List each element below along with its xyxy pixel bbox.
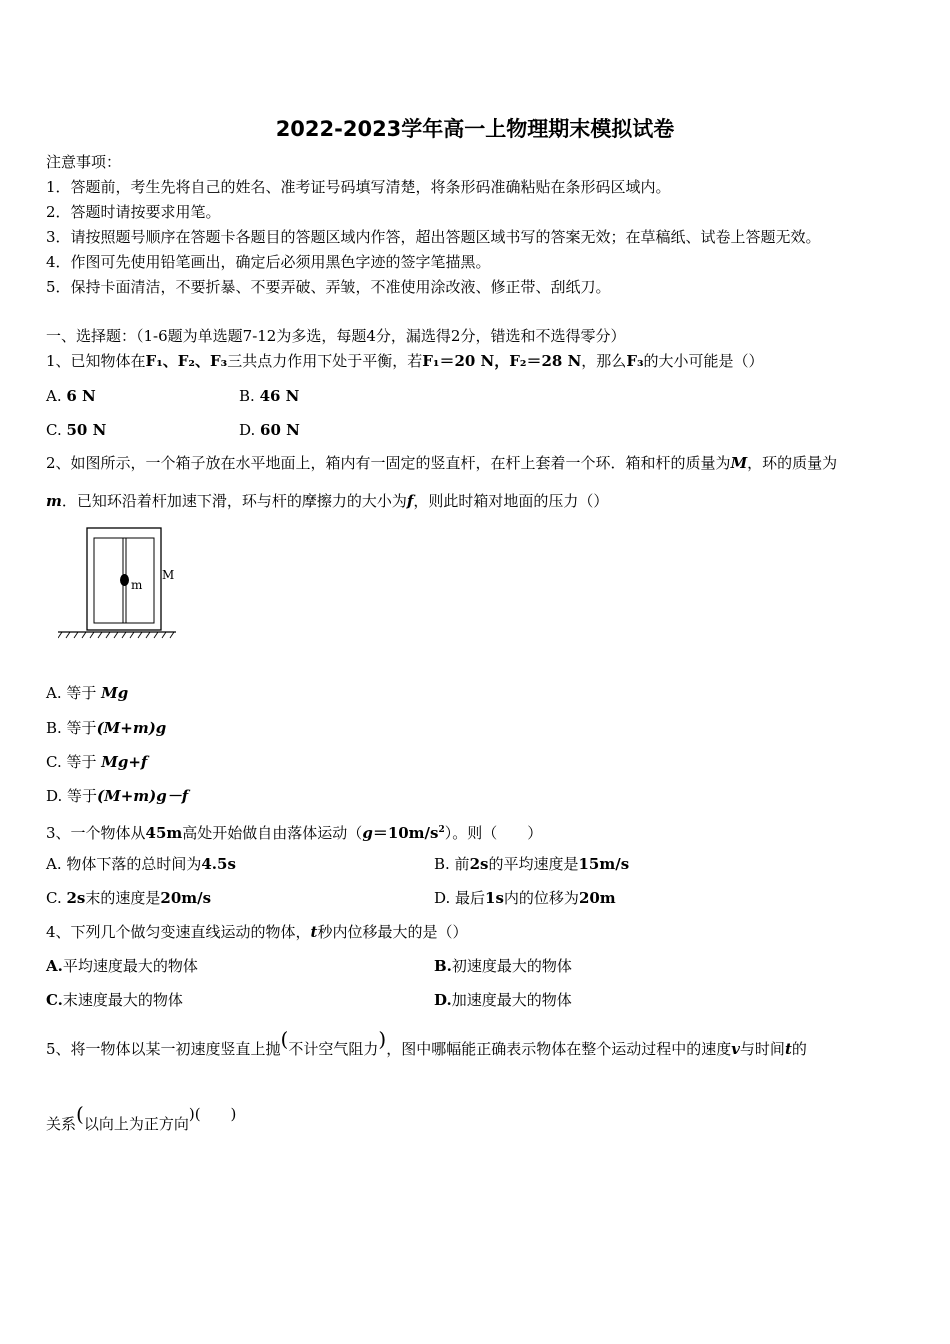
notice-item-3: 3．请按照题号顺序在答题卡各题目的答题区域内作答，超出答题区域书写的答案无效；在草稿纸、试卷上答题无效。 xyxy=(46,228,821,246)
q3-option-a: A. 物体下落的总时间为4.5s xyxy=(46,855,236,873)
question-1-stem: 1、已知物体在F₁、F₂、F₃三共点力作用下处于平衡，若F₁＝20 N，F₂＝28 N，那么F₃的大小可能是（） xyxy=(46,352,764,370)
question-3-stem: 3、一个物体从45m高处开始做自由落体运动$(g=10m/s^2)$。则（ ） xyxy=(46,824,543,842)
q3-option-d: D. 最后1s内的位移为20m xyxy=(434,889,616,907)
q4-option-a: A.平均速度最大的物体 xyxy=(46,957,198,975)
notice-item-5: 5．保持卡面清洁，不要折暴、不要弄破、弄皱，不准使用涂改液、修正带、刮纸刀。 xyxy=(46,278,611,296)
q1-option-a: A. 6 N xyxy=(46,387,96,405)
question-2-stem-line2: m．已知环沿着杆加速下滑，环与杆的摩擦力的大小为f，则此时箱对地面的压力（） xyxy=(46,492,609,510)
question-4-stem: 4、下列几个做匀变速直线运动的物体，t秒内位移最大的是（） xyxy=(46,923,468,941)
notice-item-2: 2．答题时请按要求用笔。 xyxy=(46,203,221,221)
q3-option-b: B. 前2s的平均速度是15m/s xyxy=(434,855,630,873)
q2-option-c: C. 等于 Mg+f xyxy=(46,753,148,771)
notice-item-1: 1．答题前，考生先将自己的姓名、准考证号码填写清楚，将条形码准确粘贴在条形码区域内。 xyxy=(46,178,671,196)
question-5-stem-line2: 关系(以向上为正方向)( ) xyxy=(46,1102,237,1133)
figure-label-m: m xyxy=(131,578,143,592)
question-5-stem-line1: 5、将一物体以某一初速度竖直上抛(不计空气阻力)，图中哪幅能正确表示物体在整个运动过程中的速度v与时间t的 xyxy=(46,1027,807,1058)
notice-heading: 注意事项： xyxy=(46,153,122,171)
q4-option-c: C.末速度最大的物体 xyxy=(46,991,183,1009)
q3-option-c: C. 2s末的速度是20m/s xyxy=(46,889,212,907)
q1-option-b: B. 46 N xyxy=(239,387,300,405)
q1-option-d: D. 60 N xyxy=(239,421,300,439)
figure-label-M: M xyxy=(162,568,175,582)
q4-option-b: B.初速度最大的物体 xyxy=(434,957,572,975)
q2-option-a: A. 等于 Mg xyxy=(46,684,129,702)
q1-option-c: C. 50 N xyxy=(46,421,107,439)
q2-option-d: D. 等于(M+m)g－f xyxy=(46,787,189,805)
box-rod-ring-figure xyxy=(58,526,180,644)
page-title: 2022-2023学年高一上物理期末模拟试卷 xyxy=(275,117,675,141)
q2-option-b: B. 等于(M+m)g xyxy=(46,719,167,737)
section-heading: 一、选择题：（1-6题为单选题7-12为多选，每题4分，漏选得2分，错选和不选得零分） xyxy=(46,327,626,345)
question-2-stem-line1: 2、如图所示，一个箱子放在水平地面上，箱内有一固定的竖直杆，在杆上套着一个环．箱和杆的质量为M，环的质量为 xyxy=(46,454,838,472)
notice-item-4: 4．作图可先使用铅笔画出，确定后必须用黑色字迹的签字笔描黑。 xyxy=(46,253,491,271)
q4-option-d: D.加速度最大的物体 xyxy=(434,991,572,1009)
